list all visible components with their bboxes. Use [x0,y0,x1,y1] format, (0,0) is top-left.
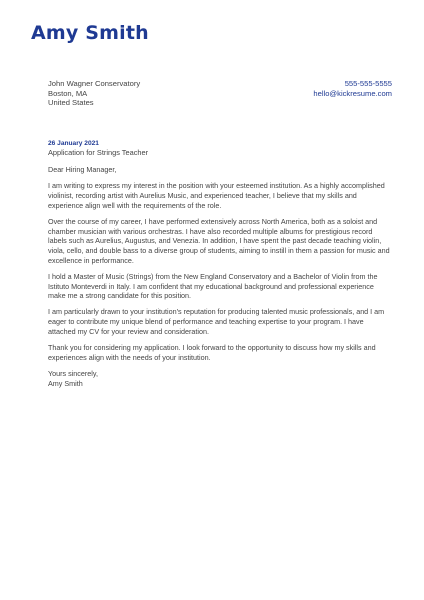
recipient-address [48,79,140,108]
applicant-name: Amy Smith [31,22,149,44]
paragraph-interest: I am writing to express my interest in the position with your esteemed institution. As a highly accomplished violinist, recording artist with Aurelius Music, and experienced teacher, I believe that my skills and experience align well with the requirements of the role. [48,181,385,210]
closing [48,369,393,388]
phone-number: 555-555-5555 [344,79,392,88]
recipient-organization: John Wagner Conservatory [48,79,141,88]
paragraph-thanks: Thank you for considering my application. I look forward to the opportunity to discuss how my skills and experiences align with the needs of your institution. [48,343,376,362]
letter-subject: Application for Strings Teacher [48,148,149,157]
recipient-city: Boston, MA [48,88,88,98]
paragraph-experience: Over the course of my career, I have performed extensively across North America, both as a soloist and chamber musician with various orchestras. I have also recorded multiple albums for prestigious record labels such as Aurelius, Augustus, and Venezia. In addition, I have spent the past decade teaching violin, viola, cello, and double bass to a diverse group of students, aiming to instill in them a passion for music and excellence in performance. [48,216,390,265]
letter-body [48,165,393,388]
paragraph-education: I hold a Master of Music (Strings) from the New England Conservatory and a Bachelor of Violin from the Istituto Monteverdi in Italy. I am confident that my educational background and professional experience make me a strong candidate for this position. [48,271,378,301]
signature-name: Amy Smith [48,378,83,388]
recipient-country: United States [48,98,94,108]
greeting: Dear Hiring Manager, [48,165,117,174]
contact-info [313,79,392,98]
email-link[interactable]: hello@kickresume.com [313,88,392,98]
paragraph-motivation: I am particularly drawn to your institution's reputation for producing talented music professionals, and I am eager to contribute my unique blend of performance and teaching expertise to your program. I have attached my CV for your review and consideration. [48,307,385,336]
letter-date: 26 January 2021 [48,140,99,147]
closing-phrase: Yours sincerely, [48,368,98,378]
